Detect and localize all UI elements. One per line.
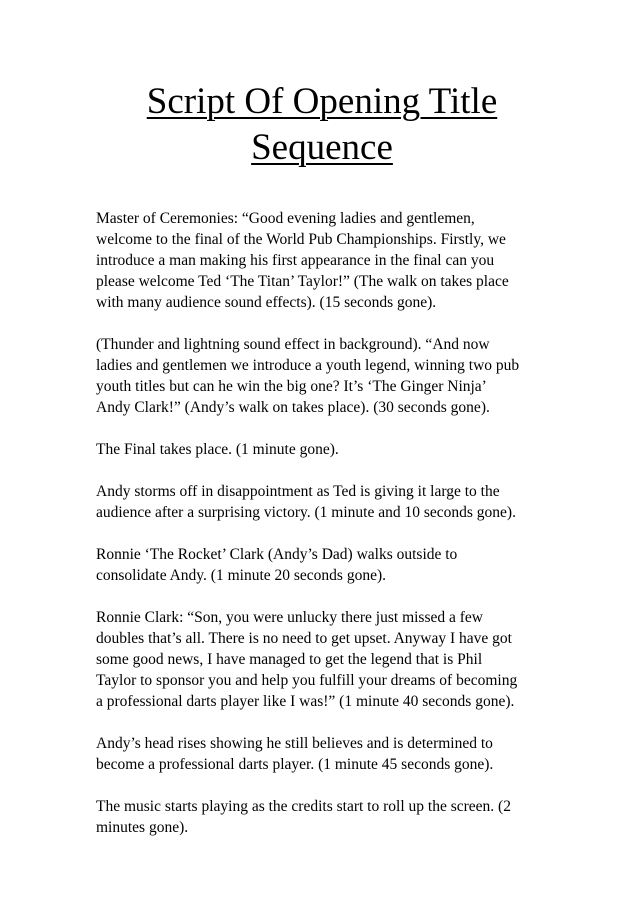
paragraph-ronnie-walks-outside: Ronnie ‘The Rocket’ Clark (Andy’s Dad) walks outside to consolidate Andy. (1 minute 20 seconds gone). (96, 546, 458, 584)
page-title: Script Of Opening Title Sequence (146, 81, 498, 168)
paragraph-credits-roll: The music starts playing as the credits start to roll up the screen. (2 minutes gone). (96, 798, 511, 836)
paragraph-andy-storms-off: Andy storms off in disappointment as Ted is giving it large to the audience after a surprising victory. (1 minute and 10 seconds gone). (96, 483, 516, 521)
paragraph-final-takes-place: The Final takes place. (1 minute gone). (96, 441, 339, 458)
paragraph-master-of-ceremonies-intro: Master of Ceremonies: “Good evening ladies and gentlemen, welcome to the final of the World Pub Championships. Firstly, we introduce a man making his first appearance in the final can you please welcome Ted ‘The Titan’ Taylor!” (The walk on takes place with many audience sound effects). (15 seconds gone). (96, 210, 509, 311)
paragraph-andy-intro: (Thunder and lightning sound effect in background). “And now ladies and gentlemen we introduce a youth legend, winning two pub youth titles but can he win the big one? It’s ‘The Ginger Ninja’ Andy Clark!” (Andy’s walk on takes place). (30 seconds gone). (96, 336, 520, 416)
paragraph-andy-head-rises: Andy’s head rises showing he still believes and is determined to become a professional darts player. (1 minute 45 seconds gone). (96, 735, 494, 773)
script-body (96, 208, 551, 859)
paragraph-ronnie-speech: Ronnie Clark: “Son, you were unlucky there just missed a few doubles that’s all. There is no need to get upset. Anyway I have got some good news, I have managed to get the legend that is Phil Taylor to sponsor you and help you fulfill your dreams of becoming a professional darts player like I was!” (1 minute 40 seconds gone). (96, 609, 518, 710)
